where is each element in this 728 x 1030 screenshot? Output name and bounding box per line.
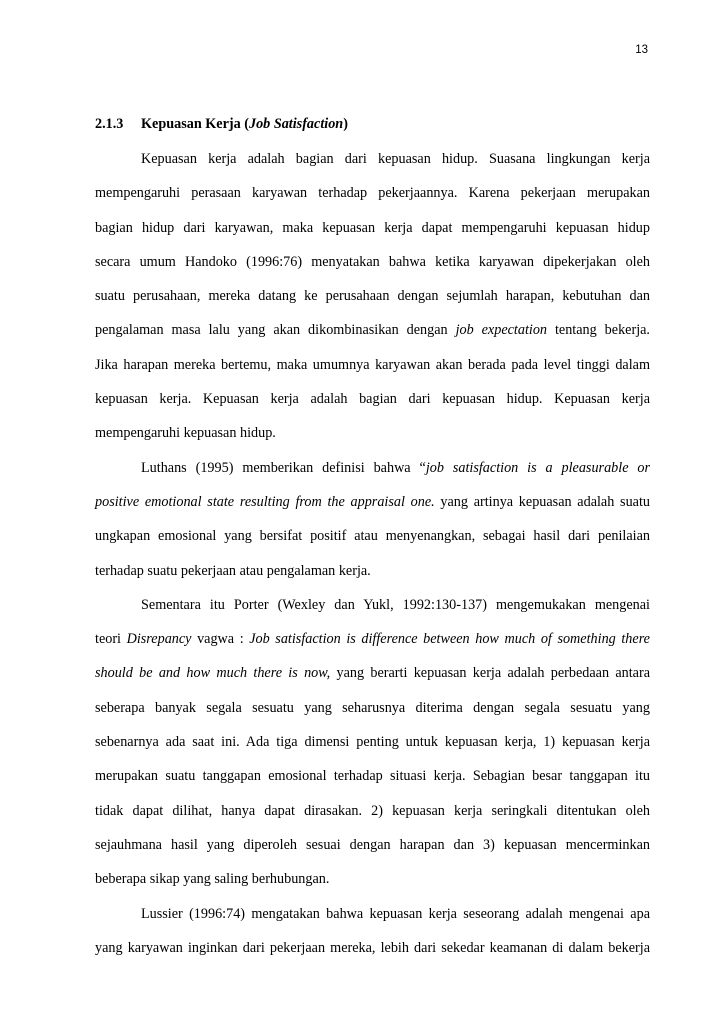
text-run: Luthans (1995) memberikan definisi bahwa “ xyxy=(141,459,426,476)
italic-quote: should be and how much there is now, xyxy=(95,665,331,682)
paragraph-1 xyxy=(95,142,650,451)
paragraph-line: Sementara itu Porter (Wexley dan Yukl, 1992:130-137) mengemukakan mengenai xyxy=(141,596,650,613)
paragraph-line: mempengaruhi kepuasan hidup. xyxy=(95,425,276,442)
paragraph-line: Kepuasan kerja adalah bagian dari kepuasan hidup. Suasana lingkungan kerja xyxy=(141,151,650,167)
section-title-prefix: Kepuasan Kerja ( xyxy=(141,116,249,132)
paragraph-line: bagian hidup dari karyawan, maka kepuasan kerja dapat mempengaruhi kepuasan hidup xyxy=(95,219,650,236)
section-title-italic: Job Satisfaction xyxy=(248,116,344,132)
italic-quote: Job satisfaction is difference between how much of something there xyxy=(249,631,650,648)
text-run: teori xyxy=(95,631,127,648)
text-run: pengalaman masa lalu yang akan dikombinasikan dengan xyxy=(95,322,456,339)
paragraph-line: kepuasan kerja. Kepuasan kerja adalah bagian dari kepuasan hidup. Kepuasan kerja xyxy=(95,391,650,408)
text-run: yang artinya kepuasan adalah suatu xyxy=(434,493,650,510)
paragraph-line: terhadap suatu pekerjaan atau pengalaman kerja. xyxy=(95,562,371,579)
text-run: tentang bekerja. xyxy=(547,322,650,339)
paragraph-line xyxy=(95,622,650,656)
italic-quote: positive emotional state resulting from the appraisal one. xyxy=(95,493,435,510)
paragraph-line xyxy=(95,485,650,519)
paragraph-line: suatu perusahaan, mereka datang ke perusahaan dengan sejumlah harapan, kebutuhan dan xyxy=(95,288,650,305)
italic-quote: job satisfaction is a pleasurable or xyxy=(425,459,651,476)
paragraph-line: ungkapan emosional yang bersifat positif atau menyenangkan, sebagai hasil dari penilaian xyxy=(95,528,650,545)
paragraph-line xyxy=(95,451,650,485)
page-number: 13 xyxy=(635,44,648,56)
paragraph-line: beberapa sikap yang saling berhubungan. xyxy=(95,871,330,888)
paragraph-line xyxy=(95,313,650,347)
paragraph-line: merupakan suatu tanggapan emosional terhadap situasi kerja. Sebagian besar tanggapan itu xyxy=(95,768,650,785)
paragraph-2 xyxy=(95,451,650,588)
paragraph-line: Lussier (1996:74) mengatakan bahwa kepuasan kerja seseorang adalah mengenai apa xyxy=(141,905,650,922)
paragraph-line: seberapa banyak segala sesuatu yang seharusnya diterima dengan segala sesuatu yang xyxy=(95,699,650,716)
text-run: vagwa : xyxy=(191,631,250,648)
italic-term: job expectation xyxy=(455,322,548,339)
text-run: yang berarti kepuasan kerja adalah perbedaan antara xyxy=(330,665,651,682)
paragraph-line: secara umum Handoko (1996:76) menyatakan bahwa ketika karyawan dipekerjakan oleh xyxy=(95,253,650,270)
paragraph-3 xyxy=(95,588,650,897)
paragraph-4 xyxy=(95,897,650,966)
paragraph-line: sejauhmana hasil yang diperoleh sesuai dengan harapan dan 3) kepuasan mencerminkan xyxy=(95,836,650,853)
document-body xyxy=(95,108,650,965)
paragraph-line: mempengaruhi perasaan karyawan terhadap pekerjaannya. Karena pekerjaan merupakan xyxy=(95,185,650,202)
paragraph-line: Jika harapan mereka bertemu, maka umumnya karyawan akan berada pada level tinggi dalam xyxy=(95,356,650,373)
section-title-suffix: ) xyxy=(343,116,348,132)
paragraph-line: yang karyawan inginkan dari pekerjaan mereka, lebih dari sekedar keamanan di dalam bekerja xyxy=(95,939,650,956)
section-heading xyxy=(95,108,650,142)
paragraph-line: sebenarnya ada saat ini. Ada tiga dimensi penting untuk kepuasan kerja, 1) kepuasan kerja xyxy=(95,734,650,751)
section-number: 2.1.3 xyxy=(95,116,124,132)
italic-term: Disrepancy xyxy=(126,631,192,648)
paragraph-line: tidak dapat dilihat, hanya dapat dirasakan. 2) kepuasan kerja seringkali ditentukan oleh xyxy=(95,802,650,819)
paragraph-line xyxy=(95,656,650,690)
